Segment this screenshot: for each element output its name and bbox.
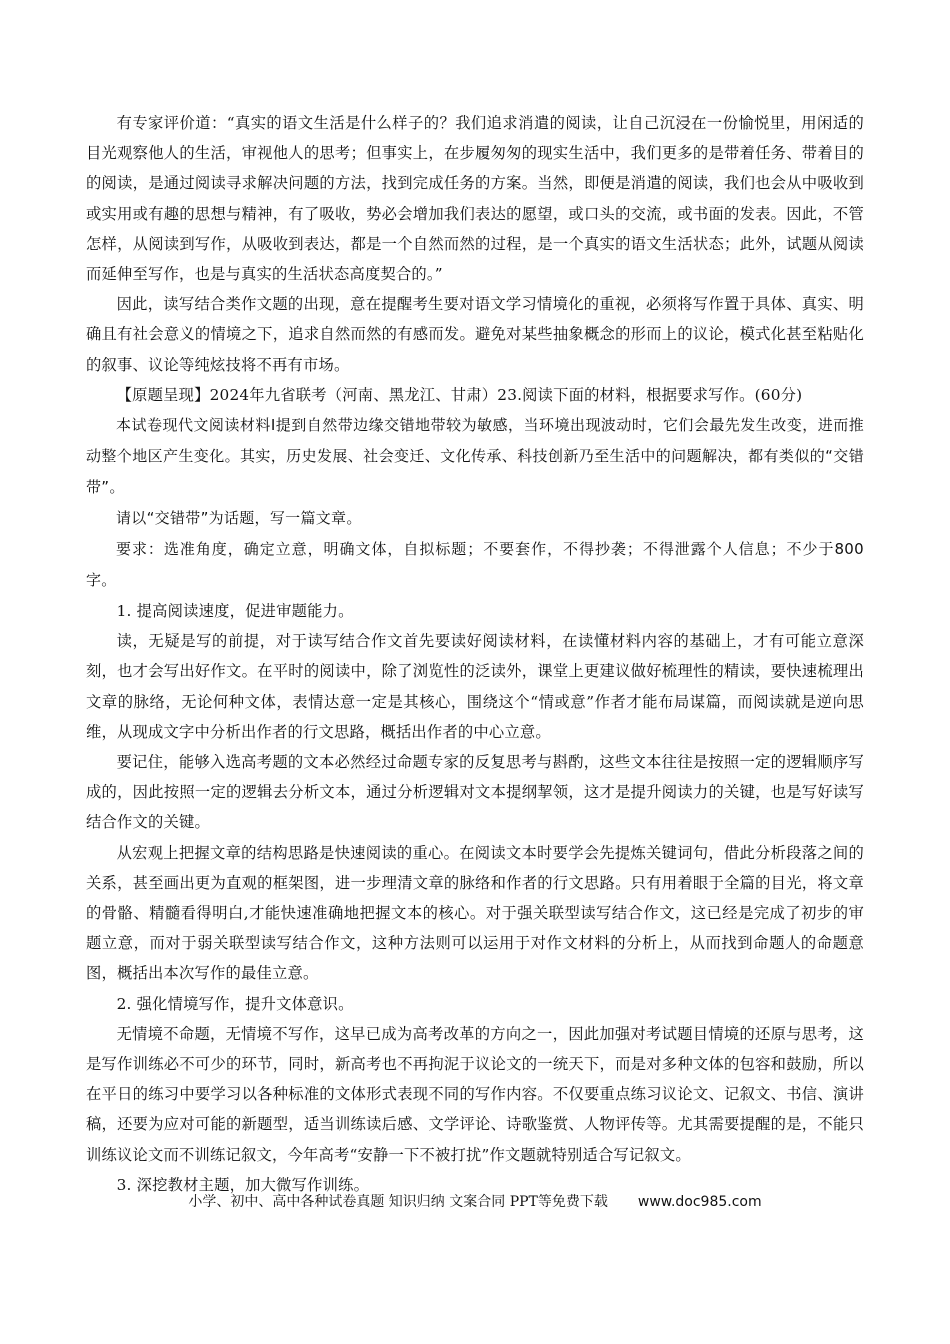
section-heading-2: 2. 强化情境写作，提升文体意识。 [116, 994, 354, 1013]
original-question-heading: 【原题呈现】2024年九省联考（河南、黑龙江、甘肃）23.阅读下面的材料，根据要求写作。(60分) [116, 385, 803, 404]
footer-site-link[interactable]: www.doc985.com [637, 1194, 762, 1210]
document-body [86, 108, 864, 1200]
footer-text: 小学、初中、高中各种试卷真题 知识归纳 文案合同 PPT等免费下载 [188, 1194, 608, 1210]
section-heading-1: 1. 提高阅读速度，促进审题能力。 [116, 602, 354, 621]
paragraph-remember: 要记住，能够入选高考题的文本必然经过命题专家的反复思考与斟酌，这些文本往往是按照一定的逻辑顺序写成的，因此按照一定的逻辑去分析文本，通过分析逻辑对文本提纲挈领，这才是提升阅读力的关键，也是写好读写结合作文的关键。 [86, 753, 864, 832]
paragraph-situation: 无情境不命题，无情境不写作，这早已成为高考改革的方向之一，因此加强对考试题目情境的还原与思考，这是写作训练必不可少的环节，同时，新高考也不再拘泥于议论文的一统天下，而是对多种文体的包容和鼓励，所以在平日的练习中要学习以各种标准的文体形式表现不同的写作内容。不仅要重点练习议论文、记叙文、书信、演讲稿，还要为应对可能的新题型，适当训练读后感、文学评论、诗歌鉴赏、人物评传等。尤其需要提醒的是，不能只训练议论文而不训练记叙文，今年高考“安静一下不被打扰”作文题就特别适合写记叙文。 [86, 1024, 864, 1164]
question-material: 本试卷现代文阅读材料Ⅰ提到自然带边缘交错地带较为敏感，当环境出现波动时，它们会最先发生改变，进而推动整个地区产生变化。其实，历史发展、社会变迁、文化传承、科技创新乃至生活中的问题解决，都有类似的“交错带”。 [86, 416, 864, 497]
page-footer [0, 1191, 950, 1213]
paragraph-structure: 从宏观上把握文章的结构思路是快速阅读的重心。在阅读文本时要学会先提炼关键词句，借此分析段落之间的关系，甚至画出更为直观的框架图，进一步理清文章的脉络和作者的行文思路。只有用着眼于全篇的目光，将文章的骨骼、精髓看得明白,才能快速准确地把握文本的核心。对于强关联型读写结合作文，这已经是完成了初步的审题立意，而对于弱关联型读写结合作文，这种方法则可以运用于对作文材料的分析上，从而找到命题人的命题意图，概括出本次写作的最佳立意。 [86, 843, 864, 983]
paragraph-conclusion: 因此，读写结合类作文题的出现，意在提醒考生要对语文学习情境化的重视，必须将写作置于具体、真实、明确且有社会意义的情境之下，追求自然而然的有感而发。避免对某些抽象概念的形而上的议论，模式化甚至粘贴化的叙事、议论等纯炫技将不再有市场。 [86, 295, 864, 374]
paragraph-reading: 读，无疑是写的前提，对于读写结合作文首先要读好阅读材料，在读懂材料内容的基础上，才有可能立意深刻，也才会写出好作文。在平时的阅读中，除了浏览性的泛读外，课堂上更建议做好梳理性的精读，要快速梳理出文章的脉络，无论何种文体，表情达意一定是其核心，围绕这个“情或意”作者才能布局谋篇，而阅读就是逆向思维，从现成文字中分析出作者的行文思路，概括出作者的中心立意。 [86, 632, 864, 741]
paragraph-expert-quote: 有专家评价道：“真实的语文生活是什么样子的？我们追求消遣的阅读，让自己沉浸在一份愉悦里，用闲适的目光观察他人的生活，审视他人的思考；但事实上，在步履匆匆的现实生活中，我们更多的是带着任务、带着目的的阅读，是通过阅读寻求解决问题的方法，找到完成任务的方案。当然，即便是消遣的阅读，我们也会从中吸收到或实用或有趣的思想与精神，有了吸收，势必会增加我们表达的愿望，或口头的交流，或书面的发表。因此，不管怎样，从阅读到写作，从吸收到表达，都是一个自然而然的过程，是一个真实的语文生活状态；此外，试题从阅读而延伸至写作，也是与真实的生活状态高度契合的。” [86, 114, 864, 284]
question-requirements: 要求：选准角度，确定立意，明确文体，自拟标题；不要套作，不得抄袭；不得泄露个人信息；不少于800字。 [86, 540, 864, 590]
section-heading-3: 3. 深挖教材主题，加大微写作训练。 [116, 1175, 370, 1194]
question-topic: 请以“交错带”为话题，写一篇文章。 [116, 509, 362, 528]
